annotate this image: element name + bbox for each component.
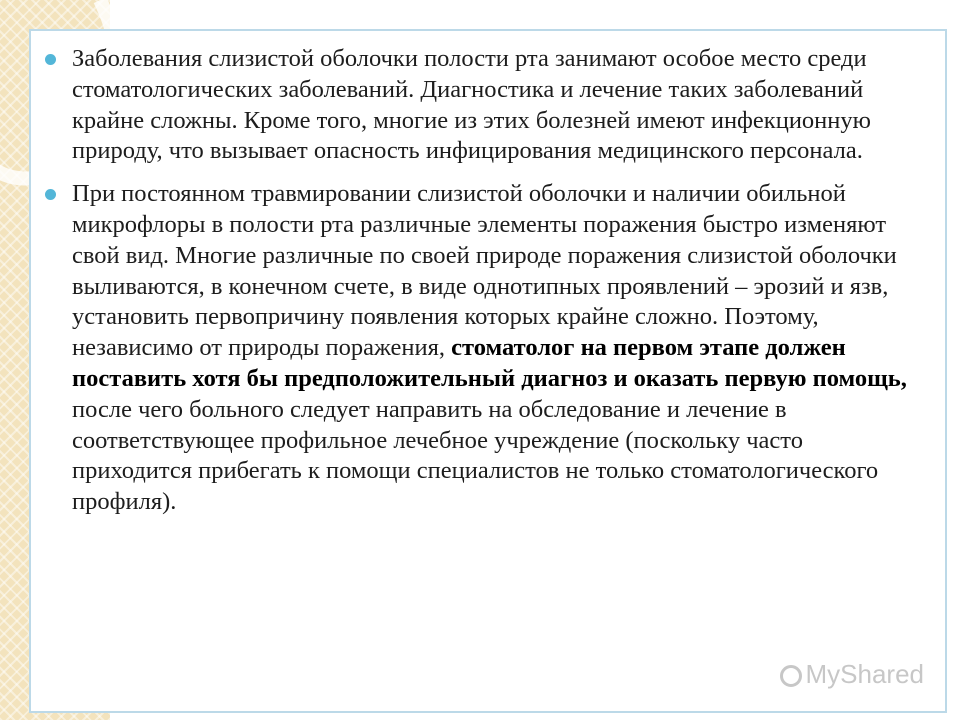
watermark-text: MyShared [805, 659, 924, 689]
bullet-item [42, 179, 922, 518]
bullet-item [42, 44, 922, 167]
bullet-icon [45, 54, 56, 65]
bullet-text: Заболевания слизистой оболочки полости рта занимают особое место среди стоматологических заболеваний. Диагностика и лечение таких заболеваний крайне сложны. Кроме того, многие из этих болезней имеют инфекционную природу, что вызывает опасность инфицирования медицинского персонала. [72, 45, 871, 165]
watermark [780, 659, 925, 690]
bullet-bold-text: стоматолог на первом этапе должен поставить хотя бы предположительный диагноз и оказать первую помощь, [72, 334, 907, 392]
bullet-text-continued: после чего больного следует направить на обследование и лечение в соответствующее профильное лечебное учреждение (поскольку часто приходится прибегать к помощи специалистов не только стоматологического профиля). [72, 395, 879, 516]
watermark-logo-icon [780, 665, 802, 687]
bullet-icon [45, 189, 56, 200]
bullet-list [42, 44, 922, 518]
bullet-text: При постоянном травмировании слизистой оболочки и наличии обильной микрофлоры в полости рта различные элементы поражения быстро изменяют свой вид. Многие различные по своей природе поражения слизистой оболочки выливаются, в конечном счете, в виде однотипных проявлений – эрозий и язв, установить первопричину появления которых крайне сложно. Поэтому, независимо от природы поражения, [72, 180, 897, 362]
